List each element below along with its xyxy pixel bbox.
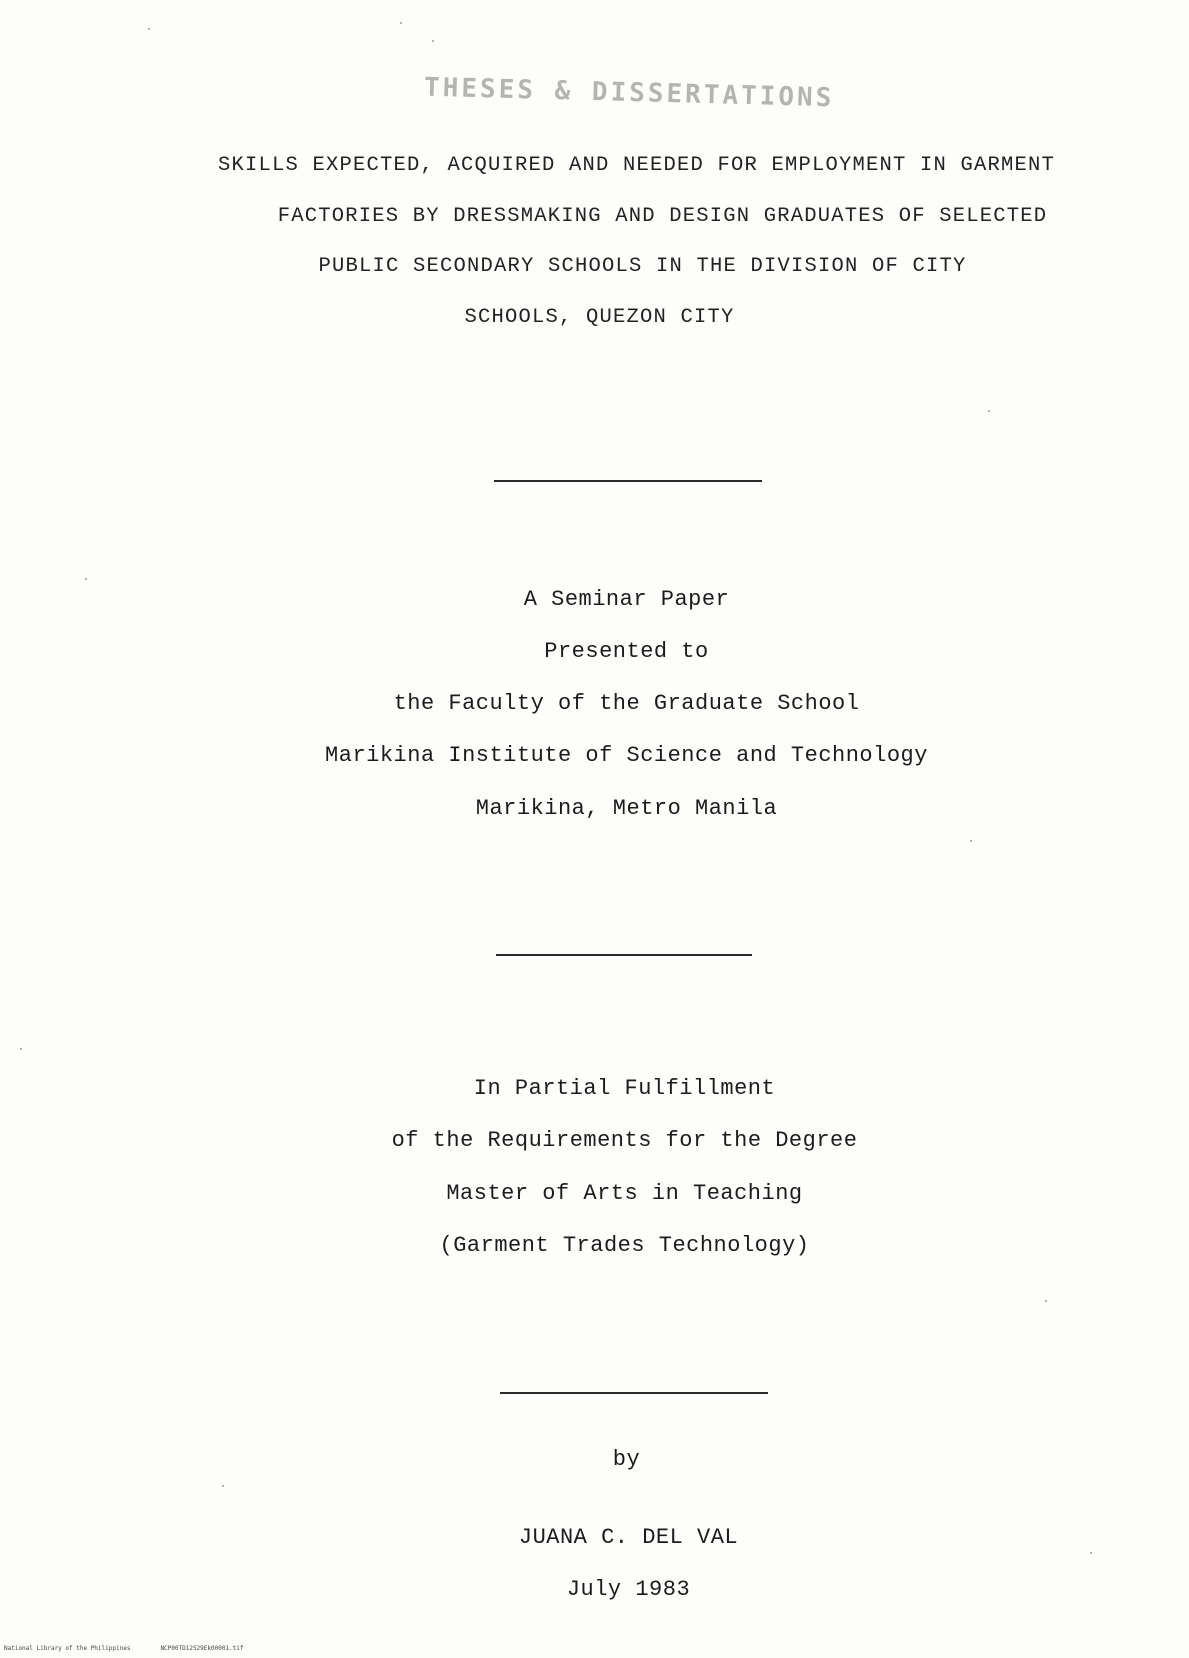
degree-line: Master of Arts in Teaching [446, 1181, 803, 1206]
scan-footer [4, 1645, 274, 1652]
scan-speck [85, 578, 87, 580]
presented-to-line: Presented to [544, 639, 709, 664]
author-name: JUANA C. DEL VAL [518, 1525, 739, 1550]
title-line-1: SKILLS EXPECTED, ACQUIRED AND NEEDED FOR EMPLOYMENT IN GARMENT [217, 154, 1056, 177]
scan-speck [1090, 1552, 1092, 1554]
divider-1 [494, 480, 762, 482]
title-line-4: SCHOOLS, QUEZON CITY [464, 306, 735, 329]
scan-speck [988, 410, 990, 412]
archive-stamp: THESES & DISSERTATIONS [423, 72, 835, 114]
faculty-line: the Faculty of the Graduate School [393, 691, 860, 716]
fulfillment-line-2: of the Requirements for the Degree [391, 1128, 858, 1153]
scan-speck [432, 40, 434, 42]
submission-date: July 1983 [566, 1577, 691, 1602]
file-id: NCP00TD12529Ek00001.tif [160, 1645, 244, 1652]
fulfillment-line-1: In Partial Fulfillment [473, 1076, 776, 1101]
divider-3 [500, 1392, 768, 1394]
by-label: by [612, 1447, 641, 1472]
location-line: Marikina, Metro Manila [475, 796, 778, 821]
divider-2 [496, 954, 752, 956]
seminar-paper-line: A Seminar Paper [523, 587, 730, 612]
scan-speck [1045, 1300, 1047, 1302]
title-line-3: PUBLIC SECONDARY SCHOOLS IN THE DIVISION OF CITY [318, 255, 967, 278]
scan-speck [20, 1048, 22, 1050]
scan-speck [400, 22, 402, 24]
title-line-2: FACTORIES BY DRESSMAKING AND DESIGN GRADUATES OF SELECTED [277, 205, 1048, 228]
scan-speck [222, 1485, 224, 1487]
scan-speck [148, 28, 150, 30]
library-name: National Library of the Philippines [4, 1645, 131, 1652]
specialization-line: (Garment Trades Technology) [439, 1233, 810, 1258]
institute-line: Marikina Institute of Science and Technology [325, 743, 928, 768]
scan-speck [970, 840, 972, 842]
